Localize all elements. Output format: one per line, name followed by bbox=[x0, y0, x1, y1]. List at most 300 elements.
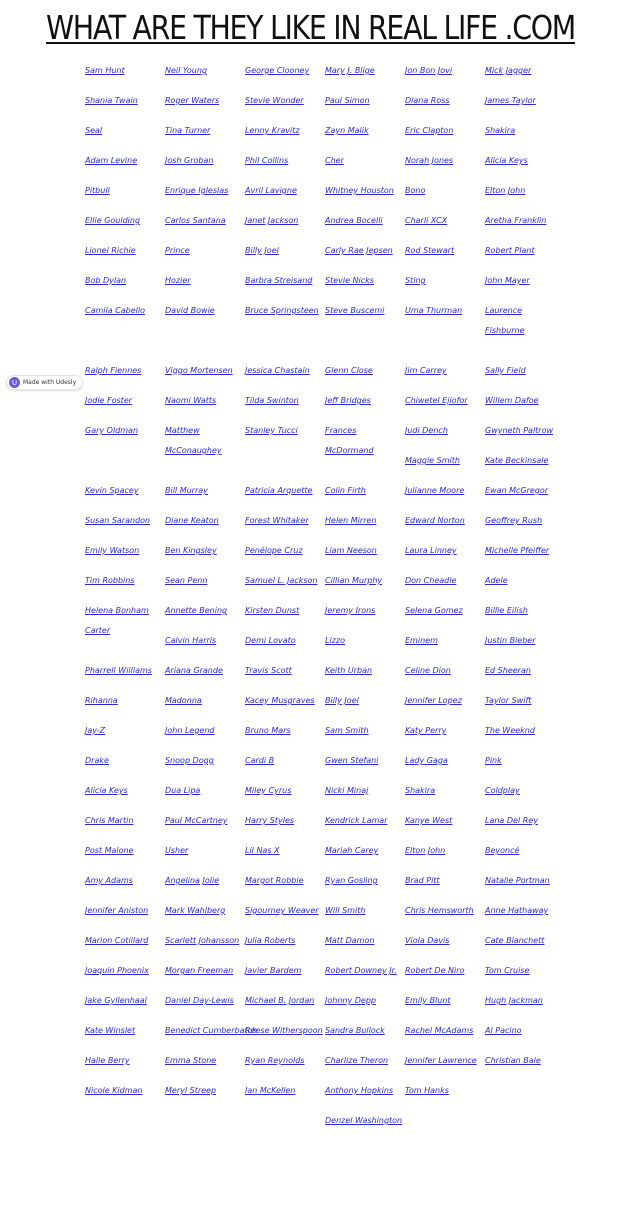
celebrity-cell bbox=[165, 781, 245, 801]
celebrity-cell bbox=[245, 391, 325, 411]
celebrity-cell bbox=[245, 241, 325, 261]
celebrity-cell bbox=[245, 361, 325, 381]
celebrity-link-jennifer-lopez[interactable]: Jennifer Lopez bbox=[405, 696, 462, 705]
celebrity-link-morgan-freeman[interactable]: Morgan Freeman bbox=[165, 966, 234, 975]
celebrity-cell bbox=[325, 211, 405, 231]
celebrity-cell bbox=[165, 961, 245, 981]
celebrity-link-ed-sheeran[interactable]: Ed Sheeran bbox=[485, 666, 531, 675]
celebrity-link-coldplay[interactable]: Coldplay bbox=[485, 786, 520, 795]
celebrity-link-ryan-reynolds[interactable]: Ryan Reynolds bbox=[245, 1056, 305, 1065]
celebrity-link-andrea-bocelli[interactable]: Andrea Bocelli bbox=[325, 216, 383, 225]
celebrity-link-harry-styles[interactable]: Harry Styles bbox=[245, 816, 295, 825]
celebrity-link-rihanna[interactable]: Rihanna bbox=[85, 696, 118, 705]
celebrity-cell bbox=[325, 271, 405, 291]
celebrity-link-dua-lipa[interactable]: Dua Lipa bbox=[165, 786, 201, 795]
celebrity-cell bbox=[85, 751, 165, 771]
celebrity-link-kevin-spacey[interactable]: Kevin Spacey bbox=[85, 486, 139, 495]
celebrity-cell bbox=[85, 961, 165, 981]
celebrity-cell bbox=[85, 61, 165, 81]
celebrity-cell bbox=[485, 511, 565, 531]
celebrity-cell bbox=[245, 811, 325, 831]
celebrity-link-willem-dafoe[interactable]: Willem Dafoe bbox=[485, 396, 539, 405]
celebrity-cell bbox=[485, 691, 565, 711]
celebrity-link-naomi-watts[interactable]: Naomi Watts bbox=[165, 396, 217, 405]
celebrity-link-jon-bon-jovi[interactable]: Jon Bon Jovi bbox=[405, 66, 453, 75]
celebrity-link-celine-dion[interactable]: Celine Dion bbox=[405, 666, 451, 675]
celebrity-cell bbox=[245, 991, 325, 1011]
celebrity-cell bbox=[85, 361, 165, 381]
celebrity-link-lenny-kravitz[interactable]: Lenny Kravitz bbox=[245, 126, 300, 135]
celebrity-link-viola-davis[interactable]: Viola Davis bbox=[405, 936, 450, 945]
celebrity-cell bbox=[325, 1081, 405, 1131]
celebrity-link-the-weeknd[interactable]: The Weeknd bbox=[485, 726, 535, 735]
celebrity-link-seal[interactable]: Seal bbox=[85, 126, 103, 135]
celebrity-cell bbox=[325, 1021, 405, 1041]
celebrity-link-margot-robbie[interactable]: Margot Robbie bbox=[245, 876, 304, 885]
celebrity-link-robert-downey-jr[interactable]: Robert Downey Jr. bbox=[325, 966, 397, 975]
celebrity-link-mark-wahlberg[interactable]: Mark Wahlberg bbox=[165, 906, 226, 915]
celebrity-link-stevie-wonder[interactable]: Stevie Wonder bbox=[245, 96, 304, 105]
celebrity-link-hozier[interactable]: Hozier bbox=[165, 276, 191, 285]
celebrity-cell bbox=[325, 151, 405, 171]
celebrity-cell bbox=[485, 631, 565, 651]
celebrity-link-sam-hunt[interactable]: Sam Hunt bbox=[85, 66, 125, 75]
celebrity-cell bbox=[485, 61, 565, 81]
celebrity-link-katy-perry[interactable]: Katy Perry bbox=[405, 726, 447, 735]
celebrity-link-angelina-jolie[interactable]: Angelina Jolie bbox=[165, 876, 220, 885]
celebrity-cell bbox=[325, 631, 405, 651]
celebrity-link-cillian-murphy[interactable]: Cillian Murphy bbox=[325, 576, 383, 585]
celebrity-link-tom-hanks[interactable]: Tom Hanks bbox=[405, 1086, 449, 1095]
celebrity-link-john-mayer[interactable]: John Mayer bbox=[485, 276, 530, 285]
celebrity-link-travis-scott[interactable]: Travis Scott bbox=[245, 666, 292, 675]
celebrity-link-tom-cruise[interactable]: Tom Cruise bbox=[485, 966, 530, 975]
celebrity-link-sigourney-weaver[interactable]: Sigourney Weaver bbox=[245, 906, 319, 915]
celebrity-cell bbox=[485, 541, 565, 561]
celebrity-link-drake[interactable]: Drake bbox=[85, 756, 109, 765]
celebrity-cell bbox=[85, 661, 165, 681]
celebrity-link-beyonce[interactable]: Beyoncé bbox=[485, 846, 520, 855]
celebrity-link-mary-j-blige[interactable]: Mary J. Blige bbox=[325, 66, 375, 75]
celebrity-link-halle-berry[interactable]: Halle Berry bbox=[85, 1056, 130, 1065]
celebrity-cell bbox=[405, 571, 485, 591]
celebrity-cell bbox=[245, 571, 325, 591]
celebrity-cell bbox=[405, 781, 485, 801]
celebrity-cell bbox=[485, 481, 565, 501]
celebrity-cell bbox=[85, 91, 165, 111]
celebrity-link-jay-z[interactable]: Jay-Z bbox=[85, 726, 106, 735]
celebrity-link-ariana-grande[interactable]: Ariana Grande bbox=[165, 666, 223, 675]
celebrity-link-nicki-minaj[interactable]: Nicki Minaj bbox=[325, 786, 369, 795]
celebrity-link-matthew-mcconaughey[interactable]: Matthew McConaughey bbox=[165, 426, 222, 455]
celebrity-link-anthony-hopkins[interactable]: Anthony Hopkins bbox=[325, 1086, 394, 1095]
celebrity-link-cardi-b[interactable]: Cardi B bbox=[245, 756, 275, 765]
celebrity-link-diane-keaton[interactable]: Diane Keaton bbox=[165, 516, 219, 525]
celebrity-link-christian-bale[interactable]: Christian Bale bbox=[485, 1056, 541, 1065]
celebrity-link-ryan-gosling[interactable]: Ryan Gosling bbox=[325, 876, 378, 885]
celebrity-link-bruce-springsteen[interactable]: Bruce Springsteen bbox=[245, 306, 319, 315]
celebrity-cell bbox=[245, 751, 325, 771]
celebrity-cell bbox=[325, 421, 405, 461]
celebrity-link-alicia-keys[interactable]: Alicia Keys bbox=[85, 786, 128, 795]
celebrity-link-janet-jackson[interactable]: Janet Jackson bbox=[245, 216, 299, 225]
celebrity-link-phil-collins[interactable]: Phil Collins bbox=[245, 156, 289, 165]
celebrity-link-alicia-keys[interactable]: Alicia Keys bbox=[485, 156, 528, 165]
celebrity-link-al-pacino[interactable]: Al Pacino bbox=[485, 1026, 522, 1035]
celebrity-link-robert-plant[interactable]: Robert Plant bbox=[485, 246, 535, 255]
celebrity-link-maggie-smith[interactable]: Maggie Smith bbox=[405, 456, 460, 465]
celebrity-cell bbox=[405, 991, 485, 1011]
celebrity-cell bbox=[485, 571, 565, 591]
celebrity-link-lil-nas-x[interactable]: Lil Nas X bbox=[245, 846, 280, 855]
celebrity-link-scarlett-johansson[interactable]: Scarlett Johansson bbox=[165, 936, 240, 945]
celebrity-link-charli-xcx[interactable]: Charli XCX bbox=[405, 216, 448, 225]
celebrity-link-jessica-chastain[interactable]: Jessica Chastain bbox=[245, 366, 310, 375]
celebrity-cell bbox=[485, 601, 565, 621]
celebrity-link-sally-field[interactable]: Sally Field bbox=[485, 366, 526, 375]
celebrity-cell bbox=[325, 691, 405, 711]
celebrity-link-joaquin-phoenix[interactable]: Joaquin Phoenix bbox=[85, 966, 149, 975]
celebrity-link-viggo-mortensen[interactable]: Viggo Mortensen bbox=[165, 366, 233, 375]
celebrity-link-denzel-washington[interactable]: Denzel Washington bbox=[325, 1116, 403, 1125]
celebrity-link-sandra-bullock[interactable]: Sandra Bullock bbox=[325, 1026, 385, 1035]
celebrity-link-gary-oldman[interactable]: Gary Oldman bbox=[85, 426, 139, 435]
celebrity-link-gwen-stefani[interactable]: Gwen Stefani bbox=[325, 756, 379, 765]
celebrity-link-ralph-fiennes[interactable]: Ralph Fiennes bbox=[85, 366, 142, 375]
celebrity-link-johnny-depp[interactable]: Johnny Depp bbox=[325, 996, 376, 1005]
celebrity-link-helen-mirren[interactable]: Helen Mirren bbox=[325, 516, 377, 525]
celebrity-link-shakira[interactable]: Shakira bbox=[485, 126, 516, 135]
celebrity-link-ewan-mcgregor[interactable]: Ewan McGregor bbox=[485, 486, 549, 495]
celebrity-link-helena-bonham-carter[interactable]: Helena Bonham Carter bbox=[85, 606, 149, 635]
celebrity-link-billy-joel[interactable]: Billy Joel bbox=[245, 246, 279, 255]
celebrity-cell bbox=[405, 271, 485, 291]
celebrity-link-amy-adams[interactable]: Amy Adams bbox=[85, 876, 133, 885]
celebrity-link-gwyneth-paltrow[interactable]: Gwyneth Paltrow bbox=[485, 426, 554, 435]
celebrity-link-sting[interactable]: Sting bbox=[405, 276, 426, 285]
celebrity-cell bbox=[405, 631, 485, 651]
celebrity-link-elton-john[interactable]: Elton John bbox=[405, 846, 446, 855]
celebrity-link-laurence-fishburne[interactable]: Laurence Fishburne bbox=[485, 306, 525, 335]
celebrity-cell bbox=[485, 1051, 565, 1071]
celebrity-cell bbox=[245, 181, 325, 201]
celebrity-link-julianne-moore[interactable]: Julianne Moore bbox=[405, 486, 465, 495]
celebrity-link-michael-b-jordan[interactable]: Michael B. Jordan bbox=[245, 996, 315, 1005]
celebrity-cell bbox=[245, 271, 325, 291]
celebrity-link-calvin-harris[interactable]: Calvin Harris bbox=[165, 636, 217, 645]
celebrity-cell bbox=[325, 181, 405, 201]
celebrity-link-bill-murray[interactable]: Bill Murray bbox=[165, 486, 208, 495]
celebrity-link-bruno-mars[interactable]: Bruno Mars bbox=[245, 726, 291, 735]
celebrity-link-james-taylor[interactable]: James Taylor bbox=[485, 96, 536, 105]
celebrity-link-taylor-swift[interactable]: Taylor Swift bbox=[485, 696, 532, 705]
celebrity-link-stanley-tucci[interactable]: Stanley Tucci bbox=[245, 426, 298, 435]
celebrity-link-madonna[interactable]: Madonna bbox=[165, 696, 202, 705]
celebrity-link-jeremy-irons[interactable]: Jeremy Irons bbox=[325, 606, 376, 615]
celebrity-cell bbox=[405, 481, 485, 501]
celebrity-link-samuel-l-jackson[interactable]: Samuel L. Jackson bbox=[245, 576, 318, 585]
celebrity-cell bbox=[85, 601, 165, 641]
celebrity-link-miley-cyrus[interactable]: Miley Cyrus bbox=[245, 786, 292, 795]
celebrity-link-tim-robbins[interactable]: Tim Robbins bbox=[85, 576, 135, 585]
celebrity-link-tilda-swinton[interactable]: Tilda Swinton bbox=[245, 396, 299, 405]
celebrity-link-liam-neeson[interactable]: Liam Neeson bbox=[325, 546, 377, 555]
celebrity-link-pharrell-williams[interactable]: Pharrell Williams bbox=[85, 666, 152, 675]
celebrity-link-jodie-foster[interactable]: Jodie Foster bbox=[85, 396, 133, 405]
celebrity-cell bbox=[405, 541, 485, 561]
celebrity-link-jeff-bridges[interactable]: Jeff Bridges bbox=[325, 396, 371, 405]
celebrity-link-robert-de-niro[interactable]: Robert De Niro bbox=[405, 966, 465, 975]
celebrity-cell bbox=[325, 721, 405, 741]
celebrity-cell bbox=[405, 721, 485, 741]
celebrity-link-marion-cotillard[interactable]: Marion Cotillard bbox=[85, 936, 149, 945]
celebrity-link-julia-roberts[interactable]: Julia Roberts bbox=[245, 936, 296, 945]
celebrity-cell bbox=[165, 871, 245, 891]
celebrity-link-glenn-close[interactable]: Glenn Close bbox=[325, 366, 373, 375]
celebrity-link-lana-del-rey[interactable]: Lana Del Rey bbox=[485, 816, 538, 825]
celebrity-cell bbox=[165, 61, 245, 81]
celebrity-cell bbox=[165, 931, 245, 951]
celebrity-link-tina-turner[interactable]: Tina Turner bbox=[165, 126, 211, 135]
celebrity-link-judi-dench[interactable]: Judi Dench bbox=[405, 426, 448, 435]
celebrity-link-sam-smith[interactable]: Sam Smith bbox=[325, 726, 369, 735]
celebrity-link-patricia-arquette[interactable]: Patricia Arquette bbox=[245, 486, 313, 495]
celebrity-link-kirsten-dunst[interactable]: Kirsten Dunst bbox=[245, 606, 300, 615]
celebrity-cell bbox=[245, 511, 325, 531]
celebrity-cell bbox=[325, 841, 405, 861]
celebrity-link-barbra-streisand[interactable]: Barbra Streisand bbox=[245, 276, 313, 285]
celebrity-cell bbox=[325, 391, 405, 411]
celebrity-cell bbox=[485, 751, 565, 771]
celebrity-link-paul-mccartney[interactable]: Paul McCartney bbox=[165, 816, 228, 825]
celebrity-link-aretha-franklin[interactable]: Aretha Franklin bbox=[485, 216, 547, 225]
celebrity-link-avril-lavigne[interactable]: Avril Lavigne bbox=[245, 186, 297, 195]
celebrity-cell bbox=[405, 811, 485, 831]
celebrity-link-rachel-mcadams[interactable]: Rachel McAdams bbox=[405, 1026, 474, 1035]
celebrity-link-emily-blunt[interactable]: Emily Blunt bbox=[405, 996, 451, 1005]
celebrity-cell bbox=[85, 121, 165, 141]
celebrity-cell bbox=[165, 1051, 245, 1071]
celebrity-link-rod-stewart[interactable]: Rod Stewart bbox=[405, 246, 455, 255]
celebrity-cell bbox=[405, 421, 485, 471]
celebrity-cell bbox=[325, 541, 405, 561]
celebrity-link-demi-lovato[interactable]: Demi Lovato bbox=[245, 636, 296, 645]
celebrity-link-brad-pitt[interactable]: Brad Pitt bbox=[405, 876, 440, 885]
celebrity-cell bbox=[405, 301, 485, 321]
celebrity-cell bbox=[405, 91, 485, 111]
celebrity-cell bbox=[165, 691, 245, 711]
celebrity-link-usher[interactable]: Usher bbox=[165, 846, 189, 855]
celebrity-link-eminem[interactable]: Eminem bbox=[405, 636, 438, 645]
celebrity-link-shakira[interactable]: Shakira bbox=[405, 786, 436, 795]
celebrity-link-will-smith[interactable]: Will Smith bbox=[325, 906, 366, 915]
celebrity-link-laura-linney[interactable]: Laura Linney bbox=[405, 546, 457, 555]
celebrity-cell bbox=[85, 901, 165, 921]
celebrity-link-camila-cabello[interactable]: Camila Cabello bbox=[85, 306, 145, 315]
celebrity-link-colin-firth[interactable]: Colin Firth bbox=[325, 486, 366, 495]
celebrity-link-steve-buscemi[interactable]: Steve Buscemi bbox=[325, 306, 385, 315]
celebrity-link-diana-ross[interactable]: Diana Ross bbox=[405, 96, 450, 105]
celebrity-cell bbox=[405, 61, 485, 81]
celebrity-link-cate-blanchett[interactable]: Cate Blanchett bbox=[485, 936, 545, 945]
celebrity-link-reese-witherspoon[interactable]: Reese Witherspoon bbox=[245, 1026, 323, 1035]
celebrity-cell bbox=[165, 481, 245, 501]
celebrity-link-carlos-santana[interactable]: Carlos Santana bbox=[165, 216, 226, 225]
celebrity-cell bbox=[245, 961, 325, 981]
celebrity-link-charlize-theron[interactable]: Charlize Theron bbox=[325, 1056, 389, 1065]
celebrity-link-daniel-day-lewis[interactable]: Daniel Day-Lewis bbox=[165, 996, 234, 1005]
celebrity-cell bbox=[245, 211, 325, 231]
celebrity-cell bbox=[85, 481, 165, 501]
celebrity-link-natalie-portman[interactable]: Natalie Portman bbox=[485, 876, 550, 885]
celebrity-cell bbox=[485, 901, 565, 921]
celebrity-link-ian-mckellen[interactable]: Ian McKellen bbox=[245, 1086, 296, 1095]
celebrity-link-mariah-carey[interactable]: Mariah Carey bbox=[325, 846, 379, 855]
celebrity-link-adele[interactable]: Adele bbox=[485, 576, 508, 585]
celebrity-link-kate-beckinsale[interactable]: Kate Beckinsale bbox=[485, 456, 549, 465]
celebrity-cell bbox=[165, 661, 245, 681]
celebrity-cell bbox=[245, 481, 325, 501]
celebrity-link-matt-damon[interactable]: Matt Damon bbox=[325, 936, 375, 945]
celebrity-cell bbox=[405, 151, 485, 171]
celebrity-cell bbox=[485, 421, 565, 471]
celebrity-link-nicole-kidman[interactable]: Nicole Kidman bbox=[85, 1086, 143, 1095]
celebrity-link-lady-gaga[interactable]: Lady Gaga bbox=[405, 756, 448, 765]
celebrity-cell bbox=[325, 601, 405, 621]
celebrity-cell bbox=[405, 391, 485, 411]
celebrity-cell bbox=[165, 241, 245, 261]
celebrity-link-enrique-iglesias[interactable]: Enrique Iglesias bbox=[165, 186, 229, 195]
celebrity-link-post-malone[interactable]: Post Malone bbox=[85, 846, 134, 855]
celebrity-link-hugh-jackman[interactable]: Hugh Jackman bbox=[485, 996, 543, 1005]
celebrity-link-sean-penn[interactable]: Sean Penn bbox=[165, 576, 208, 585]
celebrity-link-cher[interactable]: Cher bbox=[325, 156, 344, 165]
celebrity-link-jake-gyllenhaal[interactable]: Jake Gyllenhaal bbox=[85, 996, 147, 1005]
celebrity-cell bbox=[325, 751, 405, 771]
made-with-udesly-badge[interactable] bbox=[6, 375, 83, 390]
celebrity-link-ellie-goulding[interactable]: Ellie Goulding bbox=[85, 216, 141, 225]
celebrity-link-shania-twain[interactable]: Shania Twain bbox=[85, 96, 138, 105]
celebrity-link-kacey-musgraves[interactable]: Kacey Musgraves bbox=[245, 696, 315, 705]
celebrity-cell bbox=[485, 721, 565, 741]
celebrity-link-john-legend[interactable]: John Legend bbox=[165, 726, 215, 735]
celebrity-cell bbox=[245, 931, 325, 951]
celebrity-link-anne-hathaway[interactable]: Anne Hathaway bbox=[485, 906, 549, 915]
celebrity-link-elton-john[interactable]: Elton John bbox=[485, 186, 526, 195]
celebrity-link-forest-whitaker[interactable]: Forest Whitaker bbox=[245, 516, 309, 525]
celebrity-link-susan-sarandon[interactable]: Susan Sarandon bbox=[85, 516, 151, 525]
celebrity-grid bbox=[85, 61, 565, 1221]
celebrity-link-paul-simon[interactable]: Paul Simon bbox=[325, 96, 370, 105]
celebrity-link-benedict-cumberbatch[interactable]: Benedict Cumberbatch bbox=[165, 1026, 258, 1035]
celebrity-cell bbox=[485, 391, 565, 411]
celebrity-link-zayn-malik[interactable]: Zayn Malik bbox=[325, 126, 369, 135]
celebrity-link-emma-stone[interactable]: Emma Stone bbox=[165, 1056, 217, 1065]
celebrity-link-javier-bardem[interactable]: Javier Bardem bbox=[245, 966, 302, 975]
celebrity-link-bono[interactable]: Bono bbox=[405, 186, 426, 195]
celebrity-link-billie-eilish[interactable]: Billie Eilish bbox=[485, 606, 528, 615]
celebrity-cell bbox=[485, 121, 565, 141]
celebrity-link-lionel-richie[interactable]: Lionel Richie bbox=[85, 246, 136, 255]
celebrity-link-pink[interactable]: Pink bbox=[485, 756, 502, 765]
celebrity-link-george-clooney[interactable]: George Clooney bbox=[245, 66, 310, 75]
celebrity-cell bbox=[85, 991, 165, 1011]
celebrity-link-selena-gomez[interactable]: Selena Gomez bbox=[405, 606, 463, 615]
celebrity-cell bbox=[165, 181, 245, 201]
celebrity-cell bbox=[245, 421, 325, 441]
celebrity-link-mick-jagger[interactable]: Mick Jagger bbox=[485, 66, 532, 75]
celebrity-link-ben-kingsley[interactable]: Ben Kingsley bbox=[165, 546, 217, 555]
celebrity-link-roger-waters[interactable]: Roger Waters bbox=[165, 96, 220, 105]
celebrity-link-geoffrey-rush[interactable]: Geoffrey Rush bbox=[485, 516, 543, 525]
celebrity-link-emily-watson[interactable]: Emily Watson bbox=[85, 546, 140, 555]
celebrity-link-frances-mcdormand[interactable]: Frances McDormand bbox=[325, 426, 374, 455]
celebrity-cell bbox=[485, 781, 565, 801]
celebrity-link-lizzo[interactable]: Lizzo bbox=[325, 636, 345, 645]
celebrity-link-jim-carrey[interactable]: Jim Carrey bbox=[405, 366, 447, 375]
celebrity-link-stevie-nicks[interactable]: Stevie Nicks bbox=[325, 276, 374, 285]
celebrity-link-chris-hemsworth[interactable]: Chris Hemsworth bbox=[405, 906, 474, 915]
celebrity-link-jennifer-aniston[interactable]: Jennifer Aniston bbox=[85, 906, 149, 915]
celebrity-link-snoop-dogg[interactable]: Snoop Dogg bbox=[165, 756, 214, 765]
celebrity-cell bbox=[405, 871, 485, 891]
celebrity-link-billy-joel[interactable]: Billy Joel bbox=[325, 696, 359, 705]
celebrity-cell bbox=[165, 391, 245, 411]
celebrity-cell bbox=[85, 721, 165, 741]
celebrity-link-uma-thurman[interactable]: Uma Thurman bbox=[405, 306, 463, 315]
celebrity-link-don-cheadle[interactable]: Don Cheadle bbox=[405, 576, 457, 585]
celebrity-link-adam-levine[interactable]: Adam Levine bbox=[85, 156, 138, 165]
celebrity-link-whitney-houston[interactable]: Whitney Houston bbox=[325, 186, 394, 195]
celebrity-cell bbox=[85, 511, 165, 531]
celebrity-cell bbox=[85, 241, 165, 261]
celebrity-link-penelope-cruz[interactable]: Penélope Cruz bbox=[245, 546, 303, 555]
celebrity-link-chiwetel-ejiofor[interactable]: Chiwetel Ejiofor bbox=[405, 396, 468, 405]
celebrity-link-kanye-west[interactable]: Kanye West bbox=[405, 816, 453, 825]
celebrity-link-pitbull[interactable]: Pitbull bbox=[85, 186, 110, 195]
celebrity-link-michelle-pfeiffer[interactable]: Michelle Pfeiffer bbox=[485, 546, 550, 555]
celebrity-cell bbox=[325, 61, 405, 81]
celebrity-link-meryl-streep[interactable]: Meryl Streep bbox=[165, 1086, 217, 1095]
celebrity-link-annette-bening[interactable]: Annette Bening bbox=[165, 606, 228, 615]
celebrity-link-norah-jones[interactable]: Norah Jones bbox=[405, 156, 454, 165]
celebrity-link-carly-rae-jepsen[interactable]: Carly Rae Jepsen bbox=[325, 246, 393, 255]
celebrity-link-neil-young[interactable]: Neil Young bbox=[165, 66, 208, 75]
celebrity-link-eric-clapton[interactable]: Eric Clapton bbox=[405, 126, 454, 135]
celebrity-link-prince[interactable]: Prince bbox=[165, 246, 190, 255]
celebrity-cell bbox=[245, 781, 325, 801]
celebrity-link-josh-groban[interactable]: Josh Groban bbox=[165, 156, 214, 165]
celebrity-link-edward-norton[interactable]: Edward Norton bbox=[405, 516, 465, 525]
celebrity-link-kendrick-lamar[interactable]: Kendrick Lamar bbox=[325, 816, 388, 825]
celebrity-link-david-bowie[interactable]: David Bowie bbox=[165, 306, 215, 315]
celebrity-link-kate-winslet[interactable]: Kate Winslet bbox=[85, 1026, 136, 1035]
celebrity-link-bob-dylan[interactable]: Bob Dylan bbox=[85, 276, 127, 285]
celebrity-cell bbox=[485, 211, 565, 231]
celebrity-cell bbox=[325, 1051, 405, 1071]
celebrity-cell bbox=[405, 751, 485, 771]
celebrity-cell bbox=[245, 61, 325, 81]
celebrity-cell bbox=[485, 151, 565, 171]
celebrity-link-jennifer-lawrence[interactable]: Jennifer Lawrence bbox=[405, 1056, 477, 1065]
celebrity-cell bbox=[165, 271, 245, 291]
celebrity-cell bbox=[325, 301, 405, 321]
celebrity-link-keith-urban[interactable]: Keith Urban bbox=[325, 666, 373, 675]
celebrity-link-justin-bieber[interactable]: Justin Bieber bbox=[485, 636, 536, 645]
celebrity-cell bbox=[325, 961, 405, 981]
celebrity-link-chris-martin[interactable]: Chris Martin bbox=[85, 816, 134, 825]
celebrity-cell bbox=[325, 781, 405, 801]
